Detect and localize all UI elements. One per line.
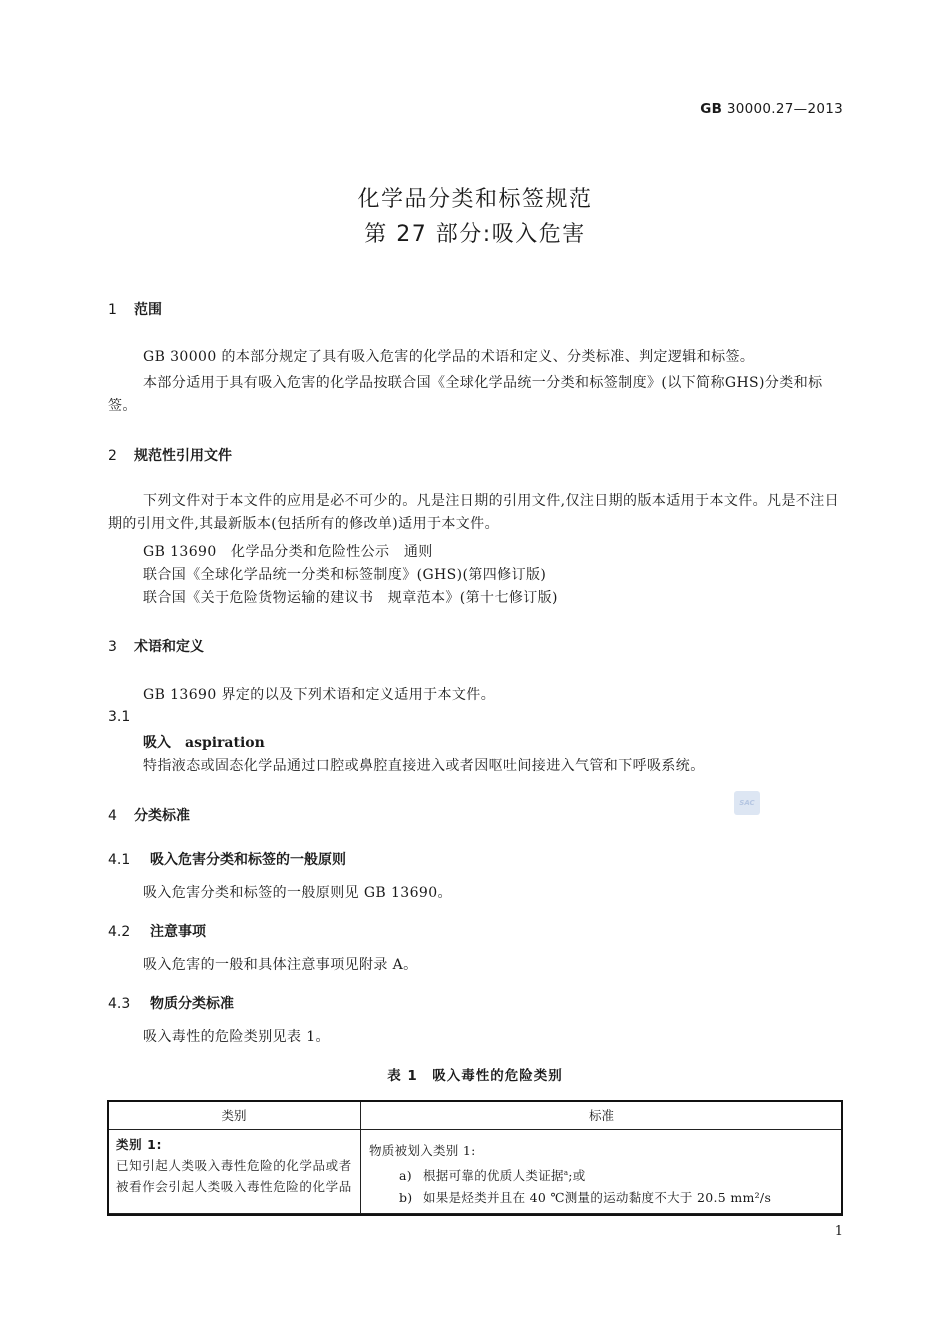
item-text: 根据可靠的优质人类证据 <box>423 1168 564 1184</box>
criteria-intro: 物质被划入类别 1: <box>369 1143 476 1158</box>
subsection-4-1-heading <box>108 849 346 869</box>
subsection-number: 4.3 <box>108 996 131 1012</box>
criteria-item-b <box>369 1187 834 1209</box>
table-caption: 表 1 吸入毒性的危险类别 <box>387 1068 563 1084</box>
table-header-row <box>108 1101 843 1130</box>
criteria-item-a <box>369 1162 834 1187</box>
term-definition: 特指液态或固态化学品通过口腔或鼻腔直接进入或者因呕吐间接进入气管和下呼吸系统。 <box>143 758 705 774</box>
section-number: 3 <box>108 639 117 655</box>
section-2-para-1: 下列文件对于本文件的应用是必不可少的。凡是注日期的引用文件,仅注日期的版本适用于本文件。凡是不注日期的引用文件,其最新版本(包括所有的修改单)适用于本文件。 <box>108 493 840 532</box>
document-title: 化学品分类和标签规范 <box>357 187 593 212</box>
section-1-para-2: 本部分适用于具有吸入危害的化学品按联合国《全球化学品统一分类和标签制度》(以下简称GHS)分类和标签。 <box>108 375 823 414</box>
subsection-4-3-heading <box>108 993 234 1013</box>
section-3-para-1: GB 13690 界定的以及下列术语和定义适用于本文件。 <box>143 687 496 703</box>
table-header-cell: 标准 <box>361 1101 843 1130</box>
standard-prefix: GB <box>700 101 723 117</box>
section-number: 2 <box>108 448 117 464</box>
standard-code <box>560 101 843 117</box>
term-entry: 吸入 aspiration <box>143 735 265 751</box>
footnote-marker: a <box>563 1169 569 1177</box>
item-text: 如果是烃类并且在 40 ℃测量的运动黏度不大于 20.5 mm²/s <box>423 1190 772 1206</box>
table-row <box>108 1130 843 1214</box>
subsection-number: 4.2 <box>108 924 131 940</box>
page-number: 1 <box>834 1224 843 1239</box>
section-number: 1 <box>108 302 117 318</box>
section-number: 4 <box>108 808 117 824</box>
section-3-heading <box>108 636 204 656</box>
section-1-para-1: GB 30000 的本部分规定了具有吸入危害的化学品的术语和定义、分类标准、判定逻辑和标签。 <box>143 349 755 365</box>
subsection-title: 物质分类标准 <box>150 996 234 1012</box>
subsection-4-3-text: 吸入毒性的危险类别见表 1。 <box>143 1029 330 1045</box>
subsection-title: 吸入危害分类和标签的一般原则 <box>150 852 346 868</box>
criteria-cell <box>361 1130 843 1214</box>
reference-2: 联合国《全球化学品统一分类和标签制度》(GHS)(第四修订版) <box>143 567 547 583</box>
section-title: 分类标准 <box>134 808 190 824</box>
subsection-3-1-number: 3.1 <box>108 709 131 725</box>
section-title: 术语和定义 <box>134 639 204 655</box>
document-subtitle: 第 27 部分:吸入危害 <box>364 222 586 247</box>
item-tail: ;或 <box>568 1168 586 1184</box>
subsection-4-2-text: 吸入危害的一般和具体注意事项见附录 A。 <box>143 957 418 973</box>
item-label: a) <box>399 1168 412 1184</box>
item-label: b) <box>399 1190 413 1206</box>
table-header-cell: 类别 <box>108 1101 361 1130</box>
category-cell <box>108 1130 361 1214</box>
category-description: 已知引起人类吸入毒性危险的化学品或者被看作会引起人类吸入毒性危险的化学品 <box>116 1158 352 1194</box>
category-name: 类别 1: <box>116 1137 163 1152</box>
subsection-title: 注意事项 <box>150 924 206 940</box>
reference-3: 联合国《关于危险货物运输的建议书 规章范本》(第十七修订版) <box>143 590 558 606</box>
hazard-category-table <box>107 1100 843 1214</box>
reference-1: GB 13690 化学品分类和危险性公示 通则 <box>143 544 433 560</box>
sac-watermark-logo: SAC <box>734 791 760 815</box>
section-4-heading <box>108 805 190 825</box>
subsection-4-1-text: 吸入危害分类和标签的一般原则见 GB 13690。 <box>143 885 452 901</box>
subsection-number: 4.1 <box>108 852 131 868</box>
subsection-4-2-heading <box>108 921 206 941</box>
section-title: 规范性引用文件 <box>134 448 232 464</box>
section-2-heading <box>108 445 232 465</box>
section-1-heading <box>108 299 162 319</box>
section-title: 范围 <box>134 302 162 318</box>
standard-number: 30000.27—2013 <box>726 101 843 117</box>
